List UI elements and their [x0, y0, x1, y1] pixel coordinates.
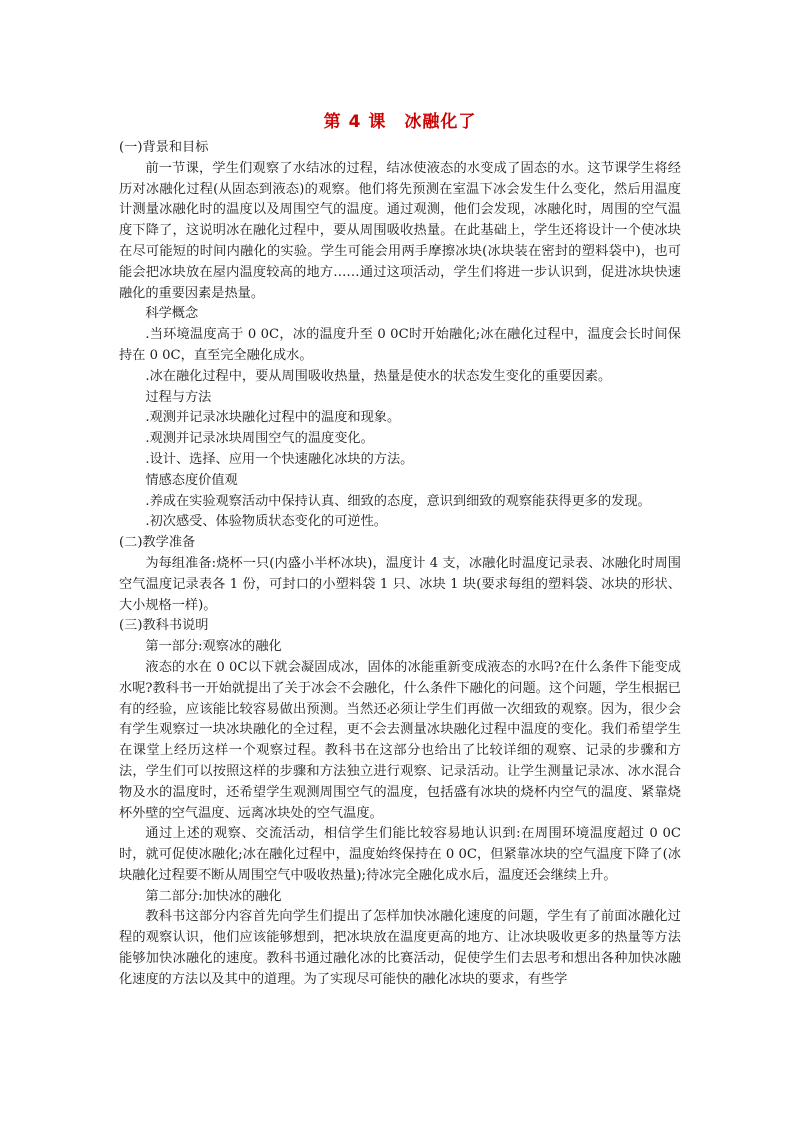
subheading: 第一部分:观察冰的融化: [145, 639, 282, 655]
section-heading: (三)教科书说明: [119, 618, 209, 634]
subheading: 情感态度价值观: [145, 472, 238, 488]
list-item: .养成在实验观察活动中保持认真、细致的态度，意识到细致的观察能获得更多的发现。: [145, 493, 651, 509]
section-heading: (二)教学准备: [119, 535, 196, 551]
page-title: 第 4 课 冰融化了: [323, 112, 477, 132]
list-item: .设计、选择、应用一个快速融化冰块的方法。: [145, 451, 414, 467]
body-paragraph: 前一节课，学生们观察了水结冰的过程，结冰使液态的水变成了固态的水。这节课学生将经历对冰融化过程(从固态到液态)的观察。他们将先预测在室温下冰会发生什么变化，然后用温度计测量冰融化时的温度以及周围空气的温度。通过观测，他们会发现，冰融化时，周围的空气温度下降了，这说明冰在融化过程中，要从周围吸收热量。在此基础上，学生还将设计一个使冰块在尽可能短的时间内融化的实验。学生可能会用两手摩擦冰块(冰块装在密封的塑料袋中)，也可能会把冰块放在屋内温度较高的地方……通过这项活动，学生们将进一步认识到，促进冰块快速融化的重要因素是热量。: [119, 160, 681, 301]
body-paragraph: 为每组准备:烧杯一只(内盛小半杯冰块)，温度计 4 支，冰融化时温度记录表、冰融化时周围空气温度记录表各 1 份，可封口的小塑料袋 1 只、冰块 1 块(要求每组的塑料袋、冰块的形状、大小规格一样)。: [119, 555, 681, 613]
document-body: [119, 138, 681, 991]
section-heading: (一)背景和目标: [119, 140, 209, 155]
list-item: .观测并记录冰块融化过程中的温度和现象。: [145, 410, 401, 426]
body-paragraph: 教科书这部分内容首先向学生们提出了怎样加快冰融化速度的问题，学生有了前面冰融化过程的观察认识，他们应该能够想到，把冰块放在温度更高的地方、让冰块吸收更多的热量等方法能够加快冰融化的速度。教科书通过融化冰的比赛活动，促使学生们去思考和想出各种加快冰融化速度的方法以及其中的道理。为了实现尽可能快的融化冰块的要求，有些学: [119, 909, 681, 987]
list-item: .当环境温度高于 0 0C，冰的温度升至 0 0C时开始融化;冰在融化过程中，温度会长时间保持在 0 0C，直至完全融化成水。: [119, 327, 681, 363]
list-item: .冰在融化过程中，要从周围吸收热量，热量是使水的状态发生变化的重要因素。: [145, 368, 612, 384]
subheading: 第二部分:加快冰的融化: [145, 888, 282, 904]
list-item: .初次感受、体验物质状态变化的可逆性。: [145, 514, 387, 530]
body-paragraph: 液态的水在 0 0C以下就会凝固成冰，固体的冰能重新变成液态的水吗?在什么条件下能变成水呢?教科书一开始就提出了关于冰会不会融化，什么条件下融化的问题。这个问题，学生根据已有的经验，应该能比较容易做出预测。当然还必须让学生们再做一次细致的观察。因为，很少会有学生观察过一块冰块融化的全过程，更不会去测量冰块融化过程中温度的变化。我们希望学生在课堂上经历这样一个观察过程。教科书在这部分也给出了比较详细的观察、记录的步骤和方法，学生们可以按照这样的步骤和方法独立进行观察、记录活动。让学生测量记录冰、冰水混合物及水的温度时，还希望学生观测周围空气的温度，包括盛有冰块的烧杯内空气的温度、紧靠烧杯外壁的空气温度、远离冰块处的空气温度。: [119, 659, 681, 821]
subheading: 过程与方法: [145, 389, 212, 405]
list-item: .观测并记录冰块周围空气的温度变化。: [145, 431, 374, 447]
subheading: 科学概念: [145, 306, 199, 322]
body-paragraph: 通过上述的观察、交流活动，相信学生们能比较容易地认识到:在周围环境温度超过 0 0C时，就可促使冰融化;冰在融化过程中，温度始终保持在 0 0C，但紧靠冰块的空气温度下降了(冰块融化过程要不断从周围空气中吸收热量);待冰完全融化成水后，温度还会继续上升。: [119, 826, 681, 883]
